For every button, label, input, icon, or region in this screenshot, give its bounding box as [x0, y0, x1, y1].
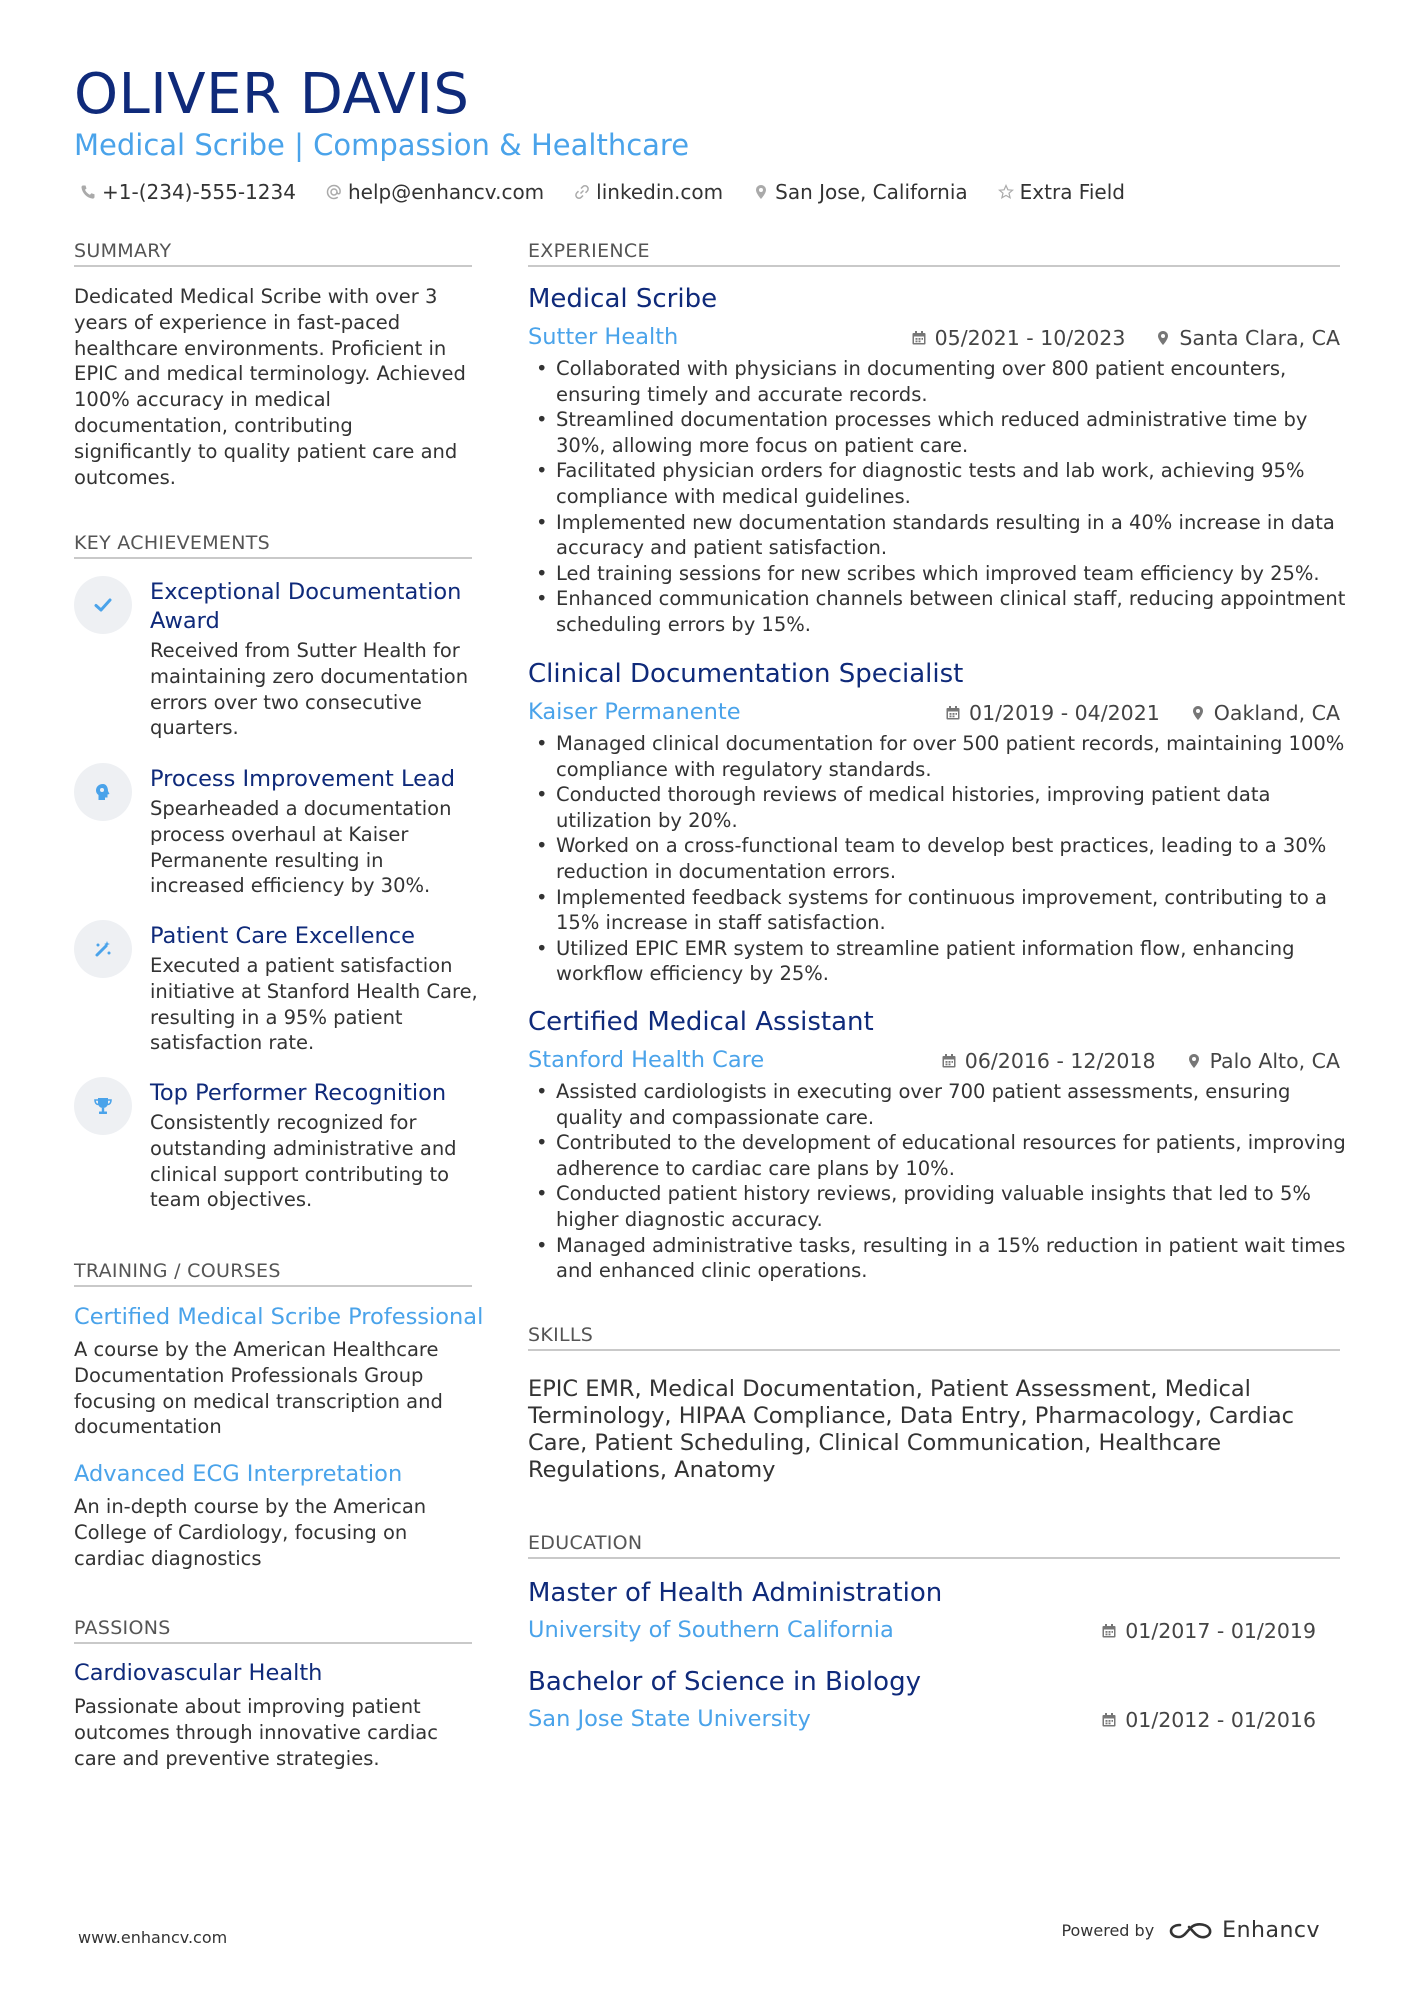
job-dates-text: 06/2016 - 12/2018	[964, 1049, 1156, 1073]
job-location	[1186, 1049, 1340, 1073]
course-title: Certified Medical Scribe Professional	[74, 1304, 484, 1330]
achievements-divider	[74, 557, 472, 559]
edu-dates-text: 01/2017 - 01/2019	[1125, 1619, 1316, 1643]
contact-email[interactable]	[326, 180, 544, 204]
contact-linkedin[interactable]	[574, 180, 723, 204]
location-pin-icon	[753, 184, 769, 200]
job-bullet: • Utilized EPIC EMR system to streamline patient information flow, enhancing workflow efficiency by 25%.	[528, 936, 1348, 987]
job-location-text: Palo Alto, CA	[1209, 1049, 1340, 1073]
job-bullet: • Led training sessions for new scribes which improved team efficiency by 25%.	[528, 561, 1348, 587]
brand-name: Enhancv	[1222, 1918, 1320, 1943]
footer-branding	[1061, 1918, 1320, 1943]
edu-degree: Bachelor of Science in Biology	[528, 1667, 921, 1697]
job-bullet: • Implemented new documentation standards resulting in a 40% increase in data accuracy and patient satisfaction.	[528, 510, 1348, 561]
job-bullet: • Managed administrative tasks, resulting in a 15% reduction in patient wait times and enhanced clinic operations.	[528, 1233, 1348, 1284]
job-company: Sutter Health	[528, 324, 679, 350]
achievement-desc: Received from Sutter Health for maintaining zero documentation errors over two consecutive quarters.	[150, 639, 469, 740]
experience-divider	[528, 265, 1340, 267]
training-heading: TRAINING / COURSES	[74, 1260, 281, 1282]
edu-dates	[1101, 1708, 1316, 1732]
job-title: Medical Scribe	[528, 284, 718, 314]
candidate-name: OLIVER DAVIS	[74, 62, 470, 127]
edu-dates	[1101, 1619, 1316, 1643]
contact-bar	[80, 180, 1125, 204]
skills-divider	[528, 1349, 1340, 1351]
contact-extra	[998, 180, 1125, 204]
candidate-subtitle: Medical Scribe | Compassion & Healthcare	[74, 128, 690, 162]
calendar-icon	[941, 1053, 957, 1069]
phone-icon	[80, 184, 96, 200]
passions-heading: PASSIONS	[74, 1617, 171, 1639]
infinity-logo-icon	[1168, 1919, 1214, 1943]
contact-email-text: help@enhancv.com	[347, 180, 545, 204]
course-title: Advanced ECG Interpretation	[74, 1461, 403, 1487]
job-bullet: • Contributed to the development of educational resources for patients, improving adherence to cardiac care plans by 10%.	[528, 1130, 1348, 1181]
trophy-icon	[92, 1095, 114, 1117]
contact-location-text: San Jose, California	[775, 180, 968, 204]
passion-desc: Passionate about improving patient outcomes through innovative cardiac care and preventive strategies.	[74, 1695, 438, 1770]
achievement-item	[74, 1077, 474, 1217]
achievement-desc: Executed a patient satisfaction initiative at Stanford Health Care, resulting in a 95% patient satisfaction rate.	[150, 954, 478, 1055]
star-icon	[998, 184, 1014, 200]
location-pin-icon	[1186, 1053, 1202, 1069]
summary-heading: SUMMARY	[74, 240, 172, 262]
calendar-icon	[1101, 1623, 1117, 1639]
achievement-title: Patient Care Excellence	[150, 923, 415, 949]
job-dates-text: 01/2019 - 04/2021	[969, 701, 1160, 725]
job-bullet: • Worked on a cross-functional team to develop best practices, leading to a 30% reduction in documentation errors.	[528, 833, 1348, 884]
link-icon	[574, 184, 590, 200]
passions-divider	[74, 1642, 472, 1644]
job-dates-text: 05/2021 - 10/2023	[934, 326, 1126, 350]
job-company: Kaiser Permanente	[528, 699, 741, 725]
training-divider	[74, 1285, 472, 1287]
job-bullet: • Streamlined documentation processes which reduced administrative time by 30%, allowing more focus on patient care.	[528, 407, 1348, 458]
skills-heading: SKILLS	[528, 1324, 594, 1346]
job-location	[1190, 701, 1340, 725]
footer-website[interactable]: www.enhancv.com	[78, 1928, 228, 1947]
at-icon	[326, 184, 342, 200]
course-desc: A course by the American Healthcare Documentation Professionals Group focusing on medical transcription and documentation	[74, 1338, 443, 1439]
education-heading: EDUCATION	[528, 1532, 643, 1554]
job-bullets	[528, 1079, 1348, 1284]
contact-phone[interactable]	[80, 180, 296, 204]
job-bullet: • Collaborated with physicians in documenting over 800 patient encounters, ensuring timely and accurate records.	[528, 356, 1348, 407]
achievement-icon-circle	[74, 763, 132, 821]
job-meta	[945, 701, 1340, 725]
brain-icon	[92, 781, 114, 803]
job-bullet: • Conducted patient history reviews, providing valuable insights that led to 5% higher diagnostic accuracy.	[528, 1181, 1348, 1232]
edu-degree: Master of Health Administration	[528, 1578, 943, 1608]
achievement-desc: Consistently recognized for outstanding administrative and clinical support contributing to team objectives.	[150, 1111, 457, 1212]
edu-dates-text: 01/2012 - 01/2016	[1125, 1708, 1316, 1732]
job-location-text: Santa Clara, CA	[1179, 326, 1340, 350]
job-title: Clinical Documentation Specialist	[528, 659, 964, 689]
job-dates	[911, 326, 1126, 350]
job-bullet: • Conducted thorough reviews of medical histories, improving patient data utilization by 20%.	[528, 782, 1348, 833]
powered-by-label: Powered by	[1061, 1921, 1155, 1940]
contact-phone-text: +1-(234)-555-1234	[102, 180, 296, 204]
summary-text: Dedicated Medical Scribe with over 3 years of experience in fast-paced healthcare environments. Proficient in EPIC and medical terminology. Achieved 100% accuracy in medical documentation, contributing significantly to quality patient care and outcomes.	[74, 285, 466, 489]
job-location-text: Oakland, CA	[1213, 701, 1340, 725]
job-bullet: • Managed clinical documentation for over 500 patient records, maintaining 100% compliance with regulatory standards.	[528, 731, 1348, 782]
calendar-icon	[945, 705, 961, 721]
achievement-item	[74, 920, 478, 1060]
edu-school: San Jose State University	[528, 1706, 811, 1732]
location-pin-icon	[1190, 705, 1206, 721]
magic-wand-icon	[92, 938, 114, 960]
achievement-desc: Spearheaded a documentation process overhaul at Kaiser Permanente resulting in increased efficiency by 30%.	[150, 797, 452, 898]
contact-location	[753, 180, 968, 204]
achievement-title: Top Performer Recognition	[150, 1080, 447, 1106]
job-location	[1155, 326, 1340, 350]
achievement-icon-circle	[74, 920, 132, 978]
achievements-heading: KEY ACHIEVEMENTS	[74, 532, 271, 554]
summary-divider	[74, 265, 472, 267]
education-divider	[528, 1557, 1340, 1559]
achievement-item	[74, 763, 474, 903]
checkmark-icon	[92, 594, 114, 616]
passion-title: Cardiovascular Health	[74, 1660, 323, 1686]
job-bullet: • Assisted cardiologists in executing over 700 patient assessments, ensuring quality and compassionate care.	[528, 1079, 1348, 1130]
edu-school: University of Southern California	[528, 1617, 894, 1643]
location-pin-icon	[1155, 330, 1171, 346]
experience-heading: EXPERIENCE	[528, 240, 650, 262]
job-meta	[941, 1049, 1340, 1073]
job-title: Certified Medical Assistant	[528, 1007, 874, 1037]
job-bullet: • Enhanced communication channels between clinical staff, reducing appointment scheduling errors by 15%.	[528, 586, 1348, 637]
achievement-title: Exceptional Documentation Award	[150, 579, 462, 634]
job-bullet: • Implemented feedback systems for continuous improvement, contributing to a 15% increase in staff satisfaction.	[528, 885, 1348, 936]
job-bullets	[528, 731, 1348, 987]
achievement-icon-circle	[74, 576, 132, 634]
brand-logo[interactable]	[1168, 1918, 1320, 1943]
job-dates	[945, 701, 1160, 725]
job-bullet: • Facilitated physician orders for diagnostic tests and lab work, achieving 95% compliance with medical guidelines.	[528, 458, 1348, 509]
job-dates	[941, 1049, 1156, 1073]
calendar-icon	[911, 330, 927, 346]
skills-text: EPIC EMR, Medical Documentation, Patient Assessment, Medical Terminology, HIPAA Compliance, Data Entry, Pharmacology, Cardiac Care, Patient Scheduling, Clinical Communication, Healthcare Regulations, Anatomy	[528, 1376, 1295, 1483]
achievement-icon-circle	[74, 1077, 132, 1135]
job-bullets	[528, 356, 1348, 638]
achievement-title: Process Improvement Lead	[150, 766, 456, 792]
contact-extra-text: Extra Field	[1019, 180, 1125, 204]
job-company: Stanford Health Care	[528, 1047, 765, 1073]
contact-linkedin-text: linkedin.com	[596, 180, 724, 204]
job-meta	[911, 326, 1340, 350]
achievement-item	[74, 576, 474, 746]
calendar-icon	[1101, 1712, 1117, 1728]
course-desc: An in-depth course by the American College of Cardiology, focusing on cardiac diagnostics	[74, 1495, 427, 1570]
